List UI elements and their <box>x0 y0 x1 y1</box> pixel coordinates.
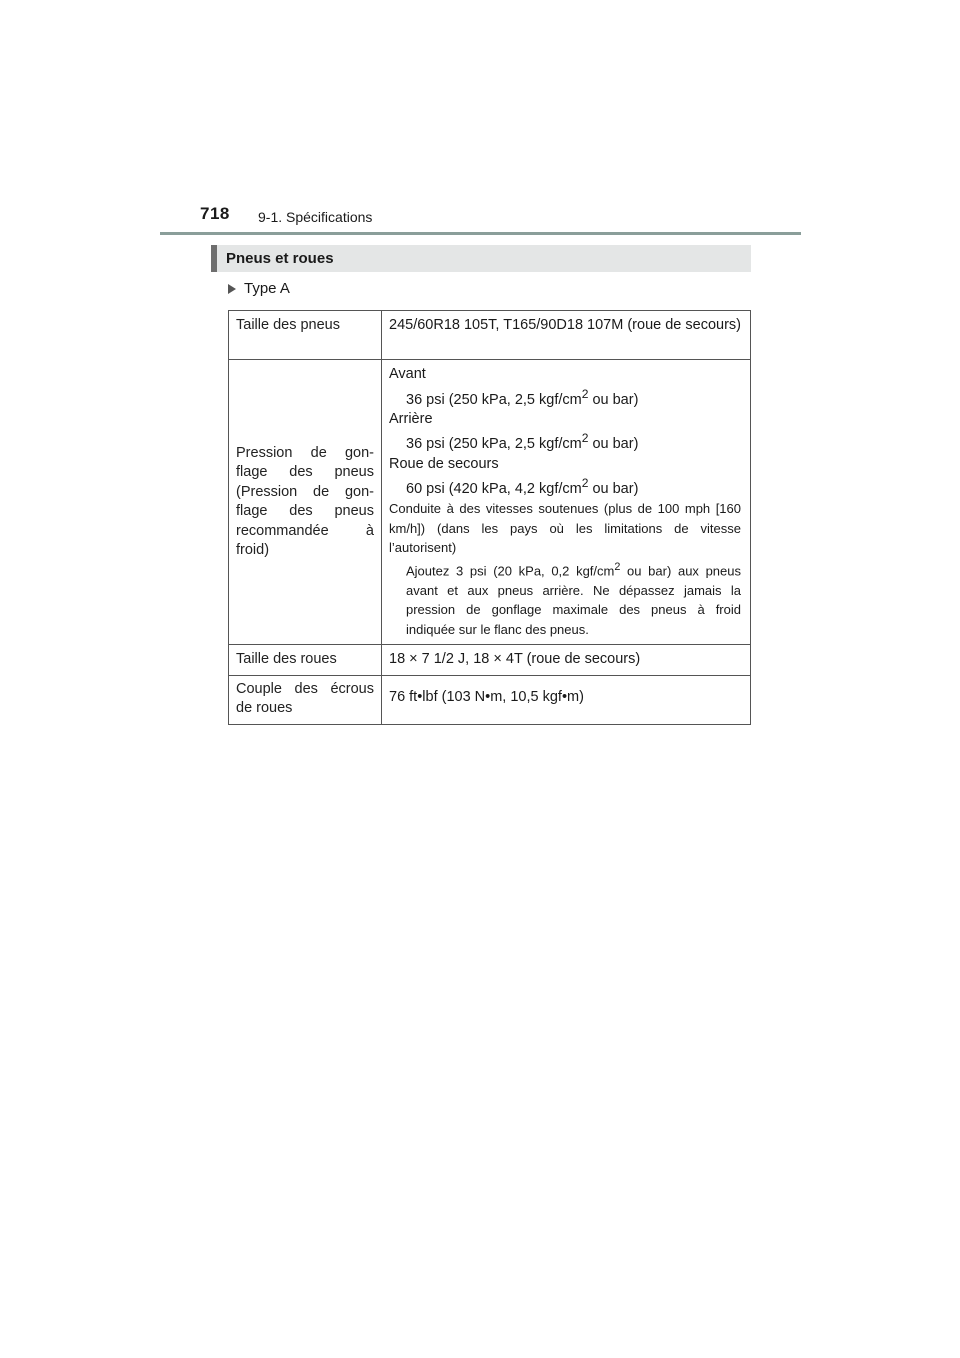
table-row-pressure <box>229 360 751 645</box>
pressure-label: Pression de gon-flage des pneus (Pression de gon-flage des pneus recommandée à froid) <box>236 444 374 559</box>
spec-table <box>228 310 751 725</box>
spare-value: 60 psi (420 kPa, 4,2 kgf/$cm^2$ ou bar) <box>406 476 639 497</box>
tire-size-label: Taille des pneus <box>236 317 340 333</box>
wheel-size-label: Taille des roues <box>236 651 337 668</box>
wheel-size-label-cell <box>229 645 382 676</box>
section-heading: Pneus et roues <box>211 245 751 272</box>
front-value: 36 psi (250 kPa, 2,5 kgf/$cm^2$ ou bar) <box>406 386 639 408</box>
header-rule <box>160 232 801 235</box>
pressure-value-cell <box>382 360 751 645</box>
spare-label: Roue de secours <box>389 455 499 472</box>
section-reference: 9-1. Spécifications <box>258 209 373 225</box>
front-label: Avant <box>389 366 426 382</box>
high-speed-note-intro: Conduite à des vitesses soutenues (plus de 100 mph [160 km/h]) (dans les pays où les limitations de vitesse l’autorisent) <box>389 501 741 556</box>
tire-size-value-cell <box>382 311 751 360</box>
torque-label-cell <box>229 675 382 724</box>
table-row-wheel-size <box>229 645 751 676</box>
wheel-size-value: 18 × 7 1/2 J, 18 × 4T (roue de secours) <box>389 651 641 668</box>
torque-value: 76 ft•lbf (103 N•m, 10,5 kgf•m) <box>389 688 584 705</box>
tire-size-value: 245/60R18 105T, T165/90D18 107M (roue de secours) <box>389 317 741 333</box>
tire-size-label-cell <box>229 311 382 360</box>
rear-label: Arrière <box>389 410 433 427</box>
high-speed-note-body: Ajoutez 3 psi (20 kPa, 0,2 kgf/$cm^2$ ou bar) aux pneus avant et aux pneus arrière. Ne dépassez jamais la pression de gonflage maximale des pneus à froid indiquée sur le flanc des pneus. <box>406 560 742 637</box>
rear-value: 36 psi (250 kPa, 2,5 kgf/$cm^2$ ou bar) <box>406 431 639 453</box>
page-number: 718 <box>200 204 230 223</box>
pressure-label-cell <box>229 360 382 645</box>
triangle-bullet-icon <box>228 284 236 294</box>
table-row-lug-nut-torque <box>229 675 751 724</box>
wheel-size-value-cell <box>382 645 751 676</box>
torque-value-cell <box>382 675 751 724</box>
subheading-text: Type A <box>244 280 290 297</box>
table-row-tire-size <box>229 311 751 360</box>
subheading <box>228 280 290 297</box>
torque-label: Couple des écrous de roues <box>236 680 374 717</box>
